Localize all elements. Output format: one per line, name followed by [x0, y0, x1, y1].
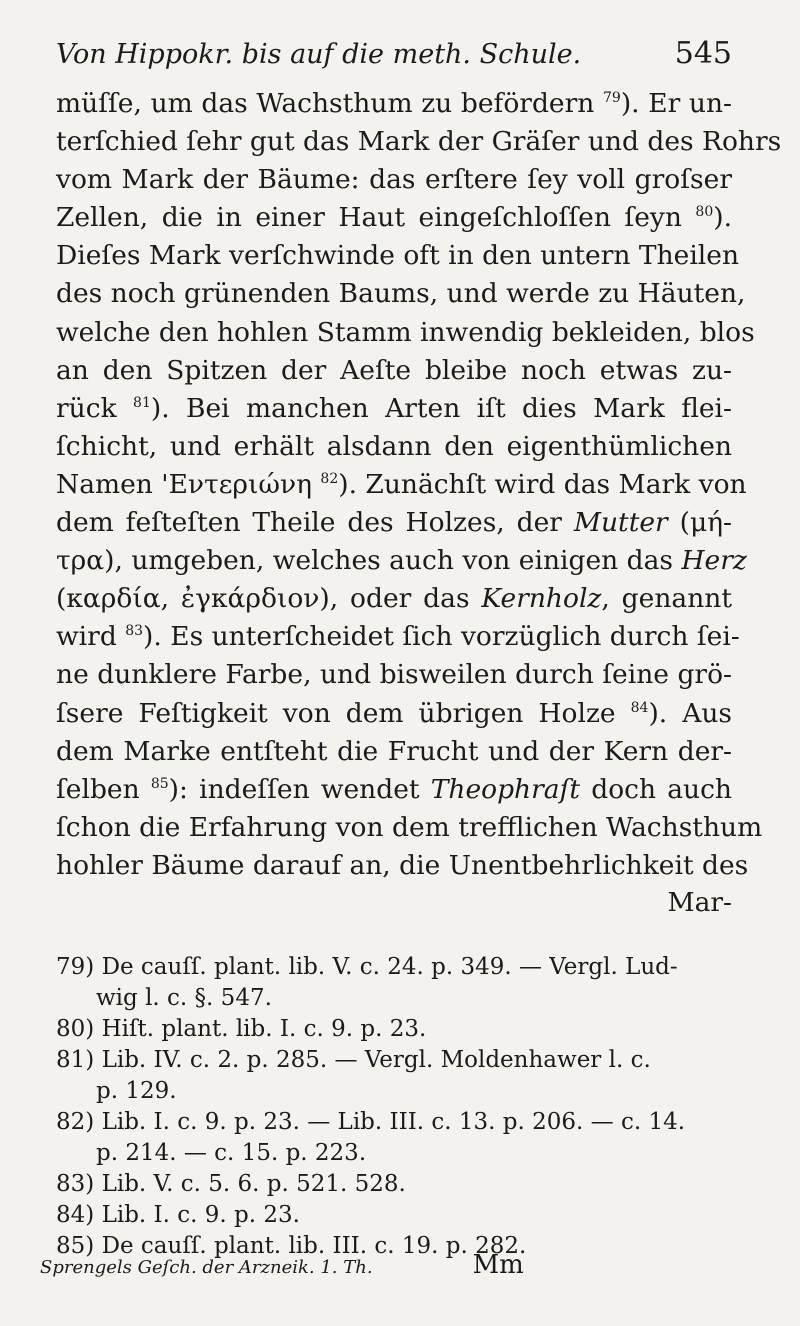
footnote [56, 1169, 732, 1200]
text-line [56, 847, 749, 885]
text-line [56, 314, 755, 352]
text-run: (καρδία, ἐγκάρδιον), oder das [56, 583, 482, 615]
footnote-text: Lib. I. c. 9. p. 23. [101, 1201, 300, 1228]
footnote-ref: 82 [320, 471, 339, 488]
signature-mark: Mm [472, 1250, 524, 1280]
text-line [56, 466, 747, 504]
text-run: ). Zunächſt wird das Mark von [338, 468, 747, 500]
text-line [56, 656, 732, 694]
text-run: ). Bei manchen Arten iſt dies Mark flei- [150, 392, 732, 424]
italic-term: Theophraſt [430, 773, 581, 805]
italic-term: Mutter [573, 507, 668, 539]
footnote-text: Lib. V. c. 5. 6. p. 521. 528. [101, 1170, 406, 1197]
text-run: ): indeſſen wendet [168, 773, 431, 805]
text-line [56, 352, 732, 390]
text-run: wird [56, 621, 126, 653]
text-run: ). Aus [648, 697, 732, 729]
footnote [56, 1200, 732, 1231]
text-line [56, 618, 740, 656]
text-run: welche den hohlen Stamm inwendig bekleiden, blos [56, 316, 755, 348]
text-run: doch auch [580, 773, 732, 805]
text-run: vom Mark der Bäume: das erſtere ſey voll groſser [56, 164, 732, 196]
footnote [56, 1014, 732, 1045]
footnote-ref: 84 [630, 699, 649, 716]
text-run: (μή- [667, 507, 732, 539]
footnote-number: 84) [56, 1201, 102, 1228]
text-line [56, 542, 747, 580]
text-run: müſſe, um das Wachsthum zu befördern [56, 88, 603, 119]
text-line [56, 428, 732, 466]
footnote [56, 952, 732, 983]
footnote-text: p. 129. [96, 1077, 177, 1104]
footnote-text: wig l. c. §. 547. [96, 984, 272, 1011]
footnote-number: 79) [56, 953, 102, 980]
text-line [56, 771, 732, 809]
footnote-text: Lib. I. c. 9. p. 23. — Lib. III. c. 13. p. 206. — c. 14. [101, 1108, 686, 1135]
text-line [56, 85, 732, 123]
running-title: Von Hippokr. bis auf die meth. Schule. [56, 39, 582, 70]
text-run: Namen 'Εντεριώνη [56, 468, 321, 500]
page-number: 545 [674, 36, 732, 71]
text-line [56, 580, 732, 618]
footnote-text: Lib. IV. c. 2. p. 285. — Vergl. Moldenhawer l. c. [101, 1046, 651, 1073]
text-line [56, 809, 763, 847]
footnote-number: 82) [56, 1108, 102, 1135]
footnotes [56, 952, 732, 1262]
text-line [56, 199, 732, 237]
text-line [56, 161, 732, 199]
catchword: Mar- [667, 886, 732, 918]
text-line [56, 275, 746, 313]
imprint: Sprengels Geſch. der Arzneik. 1. Th. [40, 1257, 373, 1278]
italic-term: Herz [681, 545, 747, 577]
italic-term: Kernholz [481, 583, 602, 615]
footnote-ref: 81 [133, 394, 151, 411]
text-run: ). [713, 202, 732, 234]
text-run: dem feſteſten Theile des Holzes, der [56, 507, 574, 539]
text-run: Zellen, die in einer Haut eingeſchloſſen ſeyn [56, 202, 696, 234]
text-run: des noch grünenden Baums, und werde zu Häuten, [56, 278, 746, 310]
text-line [56, 504, 732, 542]
text-line [56, 695, 732, 733]
footnote-number: 83) [56, 1170, 102, 1197]
footnote-number: 80) [56, 1015, 102, 1042]
footnote-continuation [56, 1138, 732, 1169]
text-line [56, 237, 740, 275]
footnote-continuation [56, 1076, 732, 1107]
footnote-ref: 85 [150, 775, 169, 792]
text-run: terſchied ſehr gut das Mark der Gräſer und des Rohrs [56, 126, 782, 158]
text-run: hohler Bäume darauf an, die Unentbehrlichkeit des [56, 849, 749, 881]
text-run: an den Spitzen der Aeſte bleibe noch etwas zu- [56, 354, 732, 386]
text-run: ). Es unterſcheidet ſich vorzüglich durch ſei- [143, 621, 740, 653]
text-run: ſchicht, und erhält alsdann den eigenthümlichen [56, 430, 732, 462]
text-run: ). Er un- [620, 88, 732, 119]
footnote-text: De cauſſ. plant. lib. III. c. 19. p. 282. [101, 1232, 527, 1259]
text-run: ſelben [56, 773, 151, 805]
text-run: rück [56, 392, 134, 424]
text-line [56, 733, 732, 771]
footnote-text: Hiſt. plant. lib. I. c. 9. p. 23. [101, 1015, 427, 1042]
text-run: Dieſes Mark verſchwinde oft in den untern Theilen [56, 240, 740, 272]
text-run: dem Marke entſteht die Frucht und der Kern der- [56, 735, 732, 767]
footnote-number: 81) [56, 1046, 102, 1073]
text-run: ſchon die Erfahrung von dem trefflichen Wachsthum [56, 811, 763, 843]
text-line [56, 123, 782, 161]
text-run: τρα), umgeben, welches auch von einigen das [56, 545, 682, 577]
footnote-text: p. 214. — c. 15. p. 223. [96, 1139, 367, 1166]
running-header [56, 36, 732, 71]
page-footer [40, 1250, 732, 1280]
footnote-ref: 80 [695, 204, 714, 221]
footnote [56, 1045, 732, 1076]
text-run: , genannt [601, 583, 732, 615]
footnote-ref: 83 [125, 623, 144, 640]
footnote-continuation [56, 983, 732, 1014]
text-line [56, 390, 732, 428]
footnote-text: De cauſſ. plant. lib. V. c. 24. p. 349. — Vergl. Lud- [101, 953, 678, 980]
footnote-ref: 79 [603, 90, 621, 107]
text-run: ne dunklere Farbe, und bisweilen durch ſeine grö- [56, 659, 732, 691]
main-text [56, 85, 782, 885]
footnote-number: 85) [56, 1232, 102, 1259]
footnote [56, 1107, 732, 1138]
text-run: ſsere Feſtigkeit von dem übrigen Holze [56, 697, 631, 729]
